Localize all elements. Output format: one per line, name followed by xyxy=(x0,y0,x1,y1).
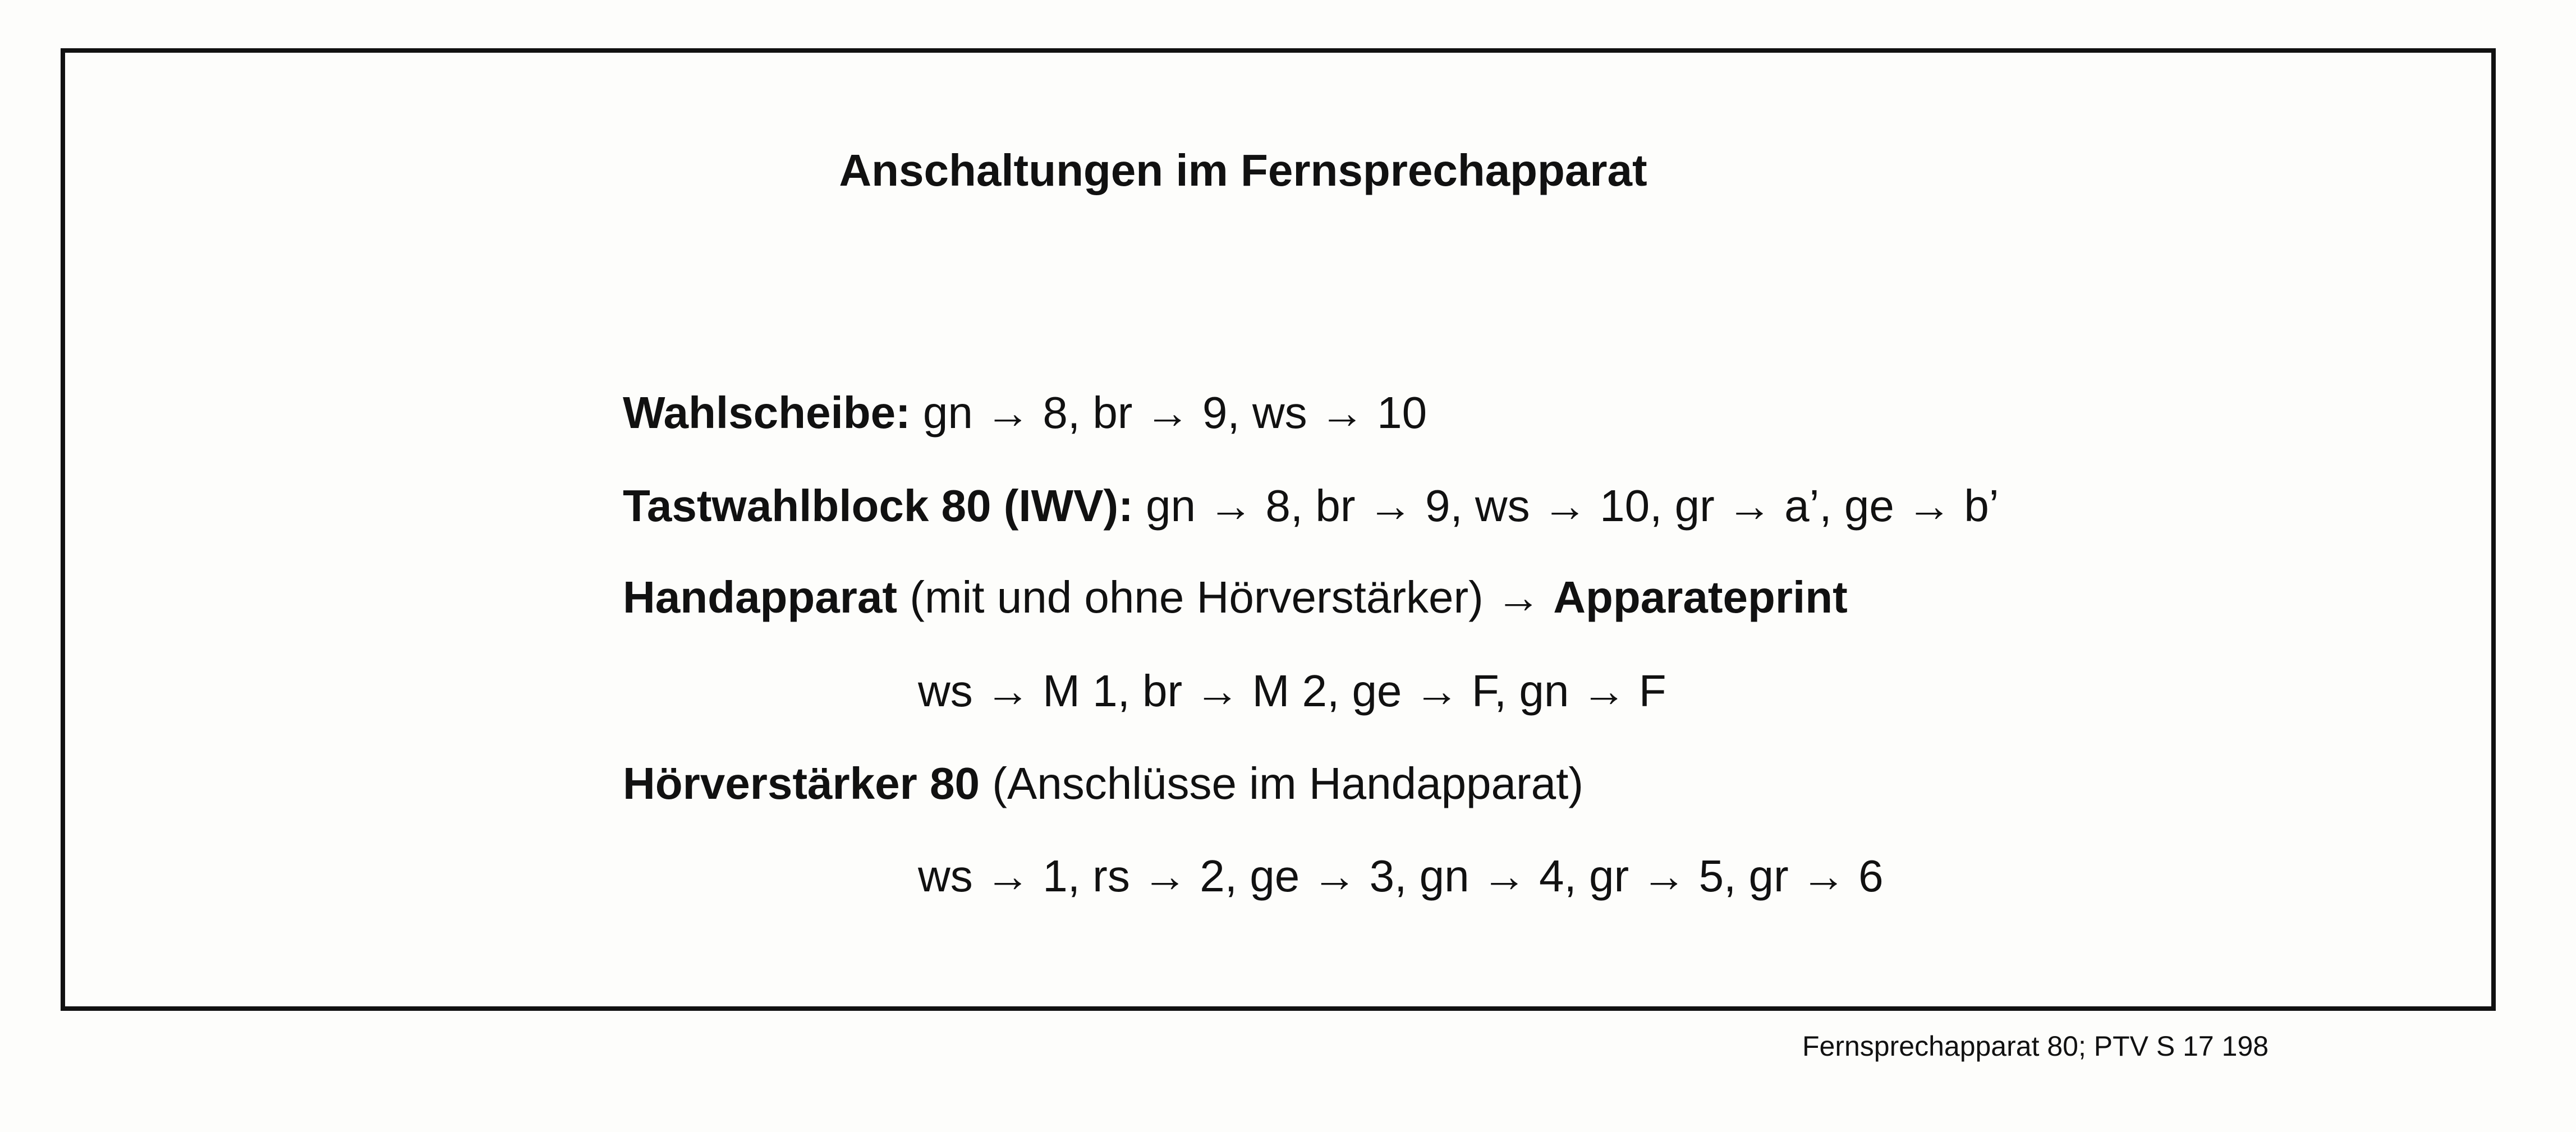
line-text: gn → 8, br → 9, ws → 10, gr → a’, ge → b’ xyxy=(1133,481,1999,531)
line-hoerverstaerker-connections: ws → 1, rs → 2, ge → 3, gn → 4, gr → 5, gr → 6 xyxy=(918,851,1884,901)
line-text: (Anschlüsse im Handapparat) xyxy=(979,758,1584,808)
line-hoerverstaerker xyxy=(623,758,1584,808)
line-tastwahlblock xyxy=(623,481,1999,531)
document-title: Anschaltungen im Fernsprechapparat xyxy=(839,145,1647,195)
line-label: Tastwahlblock 80 (IWV): xyxy=(623,481,1133,531)
line-label-apparateprint: Apparateprint xyxy=(1553,572,1848,622)
line-wahlscheibe xyxy=(623,388,1427,438)
line-label: Hörverstärker 80 xyxy=(623,758,980,808)
line-handapparat-connections: ws → M 1, br → M 2, ge → F, gn → F xyxy=(918,666,1666,716)
line-label: Wahlscheibe: xyxy=(623,388,911,438)
line-handapparat xyxy=(623,572,1848,622)
line-text: (mit und ohne Hörverstärker) → xyxy=(897,572,1554,622)
footer-reference: Fernsprechapparat 80; PTV S 17 198 xyxy=(1802,1030,2269,1062)
line-text: gn → 8, br → 9, ws → 10 xyxy=(910,388,1427,438)
line-label: Handapparat xyxy=(623,572,897,622)
